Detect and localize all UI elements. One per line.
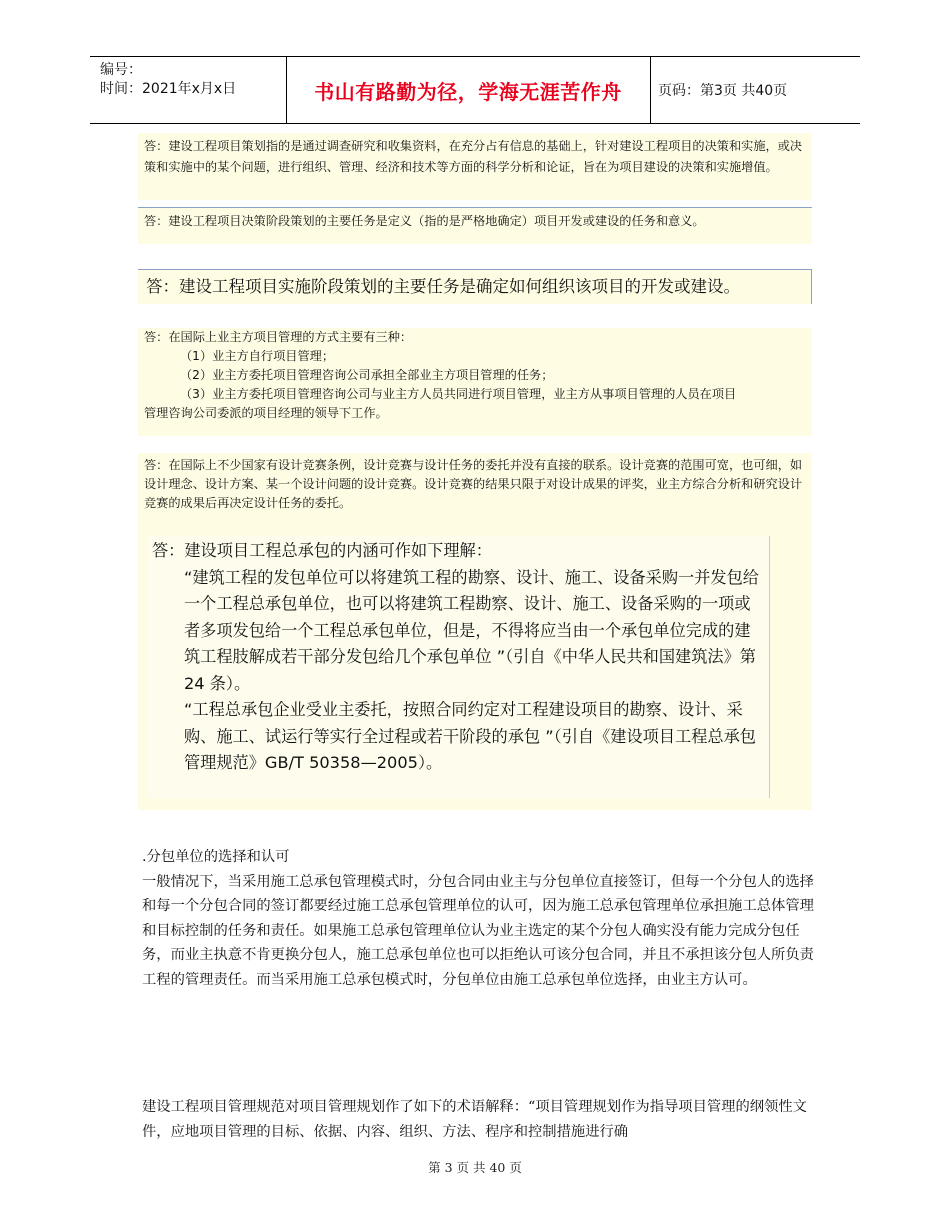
body-section <box>142 845 814 992</box>
answer-intro: 答：建设项目工程总承包的内涵可作如下理解： <box>152 541 492 560</box>
time-label: 时间：2021年x月x日 <box>100 81 237 97</box>
header-divider <box>650 57 651 123</box>
answer-text: 答：在国际上不少国家有设计竞赛条例，设计竞赛与设计任务的委托并没有直接的联系。设计竞赛的范围可宽，也可细，如设计理念、设计方案、某一个设计问题的设计竞赛。设计竞赛的结果只限于对设计成果的评奖，业主方综合分析和研究设计竞赛的成果后再决定设计任务的委托。 <box>144 458 803 510</box>
answer-list-item: （2）业主方委托项目管理咨询公司承担全部业主方项目管理的任务； <box>180 368 554 382</box>
answer-intro: 答：在国际上业主方项目管理的方式主要有三种： <box>144 330 413 344</box>
answer-list-item-cont: 管理咨询公司委派的项目经理的领导下工作。 <box>144 406 388 420</box>
header-motto: 书山有路勤为径，学海无涯苦作舟 <box>314 79 622 104</box>
answer-list-item: （1）业主方自行项目管理； <box>180 349 335 363</box>
answer-box-2 <box>138 207 812 244</box>
answer-box-4 <box>138 328 812 436</box>
header-meta <box>100 61 280 99</box>
answer-list-item: （3）业主方委托项目管理咨询公司与业主方人员共同进行项目管理，业主方从事项目管理的人员在项目 <box>180 387 737 401</box>
body-paragraph: 一般情况下，当采用施工总承包管理模式时，分包合同由业主与分包单位直接签订，但每一个分包人的选择和每一个分包合同的签订都要经过施工总承包管理单位的认可，因为施工总承包管理单位承担施工总体管理和目标控制的任务和责任。如果施工总承包管理单位认为业主选定的某个分包人确实没有能力完成分包任务，而业主执意不肯更换分包人，施工总承包单位也可以拒绝认可该分包合同，并且不承担该分包人所负责工程的管理责任。而当采用施工总承包模式时，分包单位由施工总承包单位选择，由业主方认可。 <box>142 873 814 988</box>
answer-box-1 <box>138 133 812 200</box>
answer-text: 答：建设工程项目实施阶段策划的主要任务是确定如何组织该项目的开发或建设。 <box>146 277 740 296</box>
page-header <box>90 56 860 124</box>
answer-image-text <box>148 536 770 798</box>
answer-box-3 <box>138 269 812 304</box>
answer-text: 答：建设工程项目决策阶段策划的主要任务是定义（指的是严格地确定）项目开发或建设的任务和意义。 <box>144 214 705 228</box>
header-page-number: 页码：第3页 共40页 <box>658 83 788 99</box>
body-section-2 <box>142 1095 814 1144</box>
section-heading: .分包单位的选择和认可 <box>142 849 290 865</box>
body-paragraph: 建设工程项目管理规范对项目管理规划作了如下的术语解释：“项目管理规划作为指导项目管理的纲领性文件，应地项目管理的目标、依据、内容、组织、方法、程序和控制措施进行确 <box>142 1099 807 1140</box>
answer-paragraph: “建筑工程的发包单位可以将建筑工程的勘察、设计、施工、设备采购一并发包给一个工程总承包单位，也可以将建筑工程勘察、设计、施工、设备采购的一项或者多项发包给一个工程总承包单位，但是，不得将应当由一个承包单位完成的建筑工程肢解成若干部分发包给几个承包单位 ”（引自《中华人民共和国建筑法》第 24 条）。 <box>184 567 759 693</box>
answer-box-6 <box>138 527 812 810</box>
page-footer: 第 3 页 共 40 页 <box>428 1160 522 1175</box>
answer-paragraph: “工程总承包企业受业主委托，按照合同约定对工程建设项目的勘察、设计、采购、施工、试运行等实行全过程或若干阶段的承包 ”（引自《建设项目工程总承包管理规范》GB/T 50358—2005）。 <box>184 700 756 772</box>
number-label: 编号： <box>100 62 142 78</box>
answer-box-5 <box>138 453 812 527</box>
answer-text: 答：建设工程项目策划指的是通过调查研究和收集资料，在充分占有信息的基础上，针对建设工程项目的决策和实施，或决策和实施中的某个问题，进行组织、管理、经济和技术等方面的科学分析和论证，旨在为项目建设的决策和实施增值。 <box>144 139 803 174</box>
